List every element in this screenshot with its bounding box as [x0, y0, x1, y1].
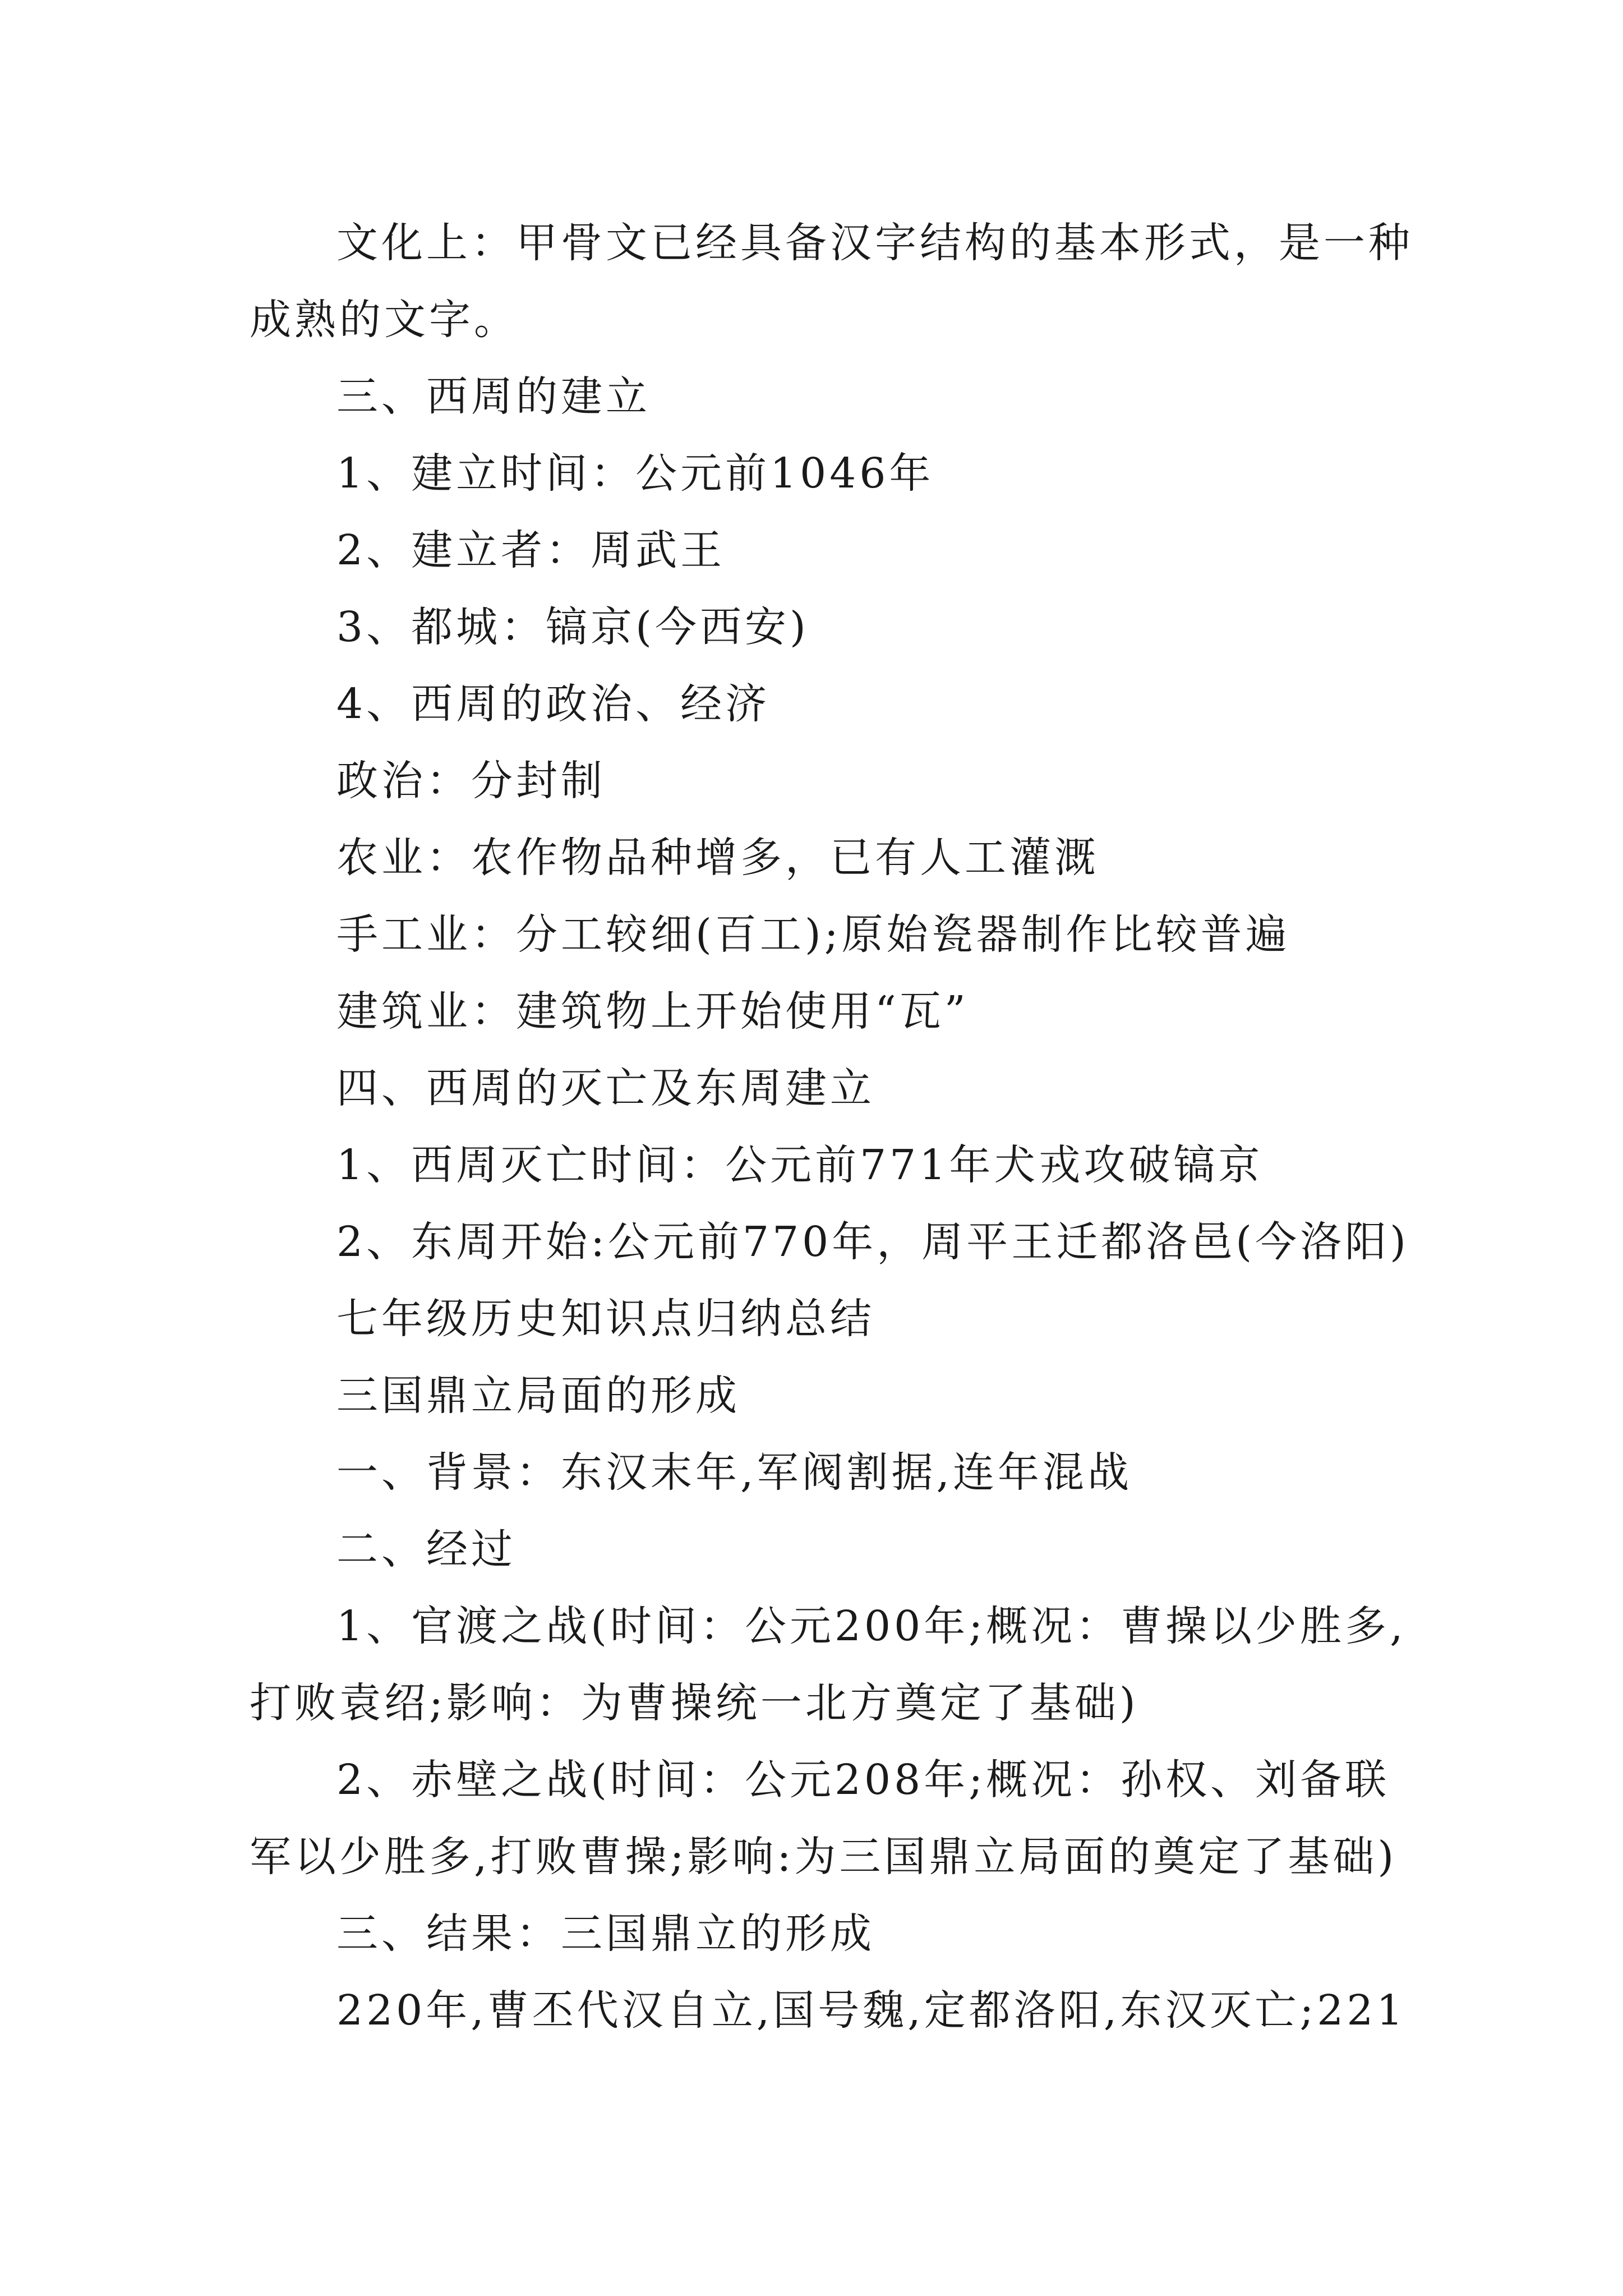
paragraph-line: 军以少胜多,打败曹操;影响:为三国鼎立局面的奠定了基础)	[250, 1833, 1398, 1881]
paragraph-line: 220年,曹丕代汉自立,国号魏,定都洛阳,东汉灭亡;221	[336, 1986, 1407, 2035]
list-item: 2、赤壁之战(时间：公元208年;概况：孙权、刘备联	[336, 1756, 1390, 1804]
list-item: 2、东周开始:公元前770年，周平王迁都洛邑(今洛阳)	[336, 1218, 1409, 1266]
section-heading: 四、西周的灭亡及东周建立	[336, 1064, 875, 1112]
paragraph-line: 打败袁绍;影响：为曹操统一北方奠定了基础)	[250, 1679, 1139, 1727]
list-item: 3、都城：镐京(今西安)	[336, 603, 809, 651]
document-heading: 七年级历史知识点归纳总结	[336, 1295, 875, 1343]
list-item: 4、西周的政治、经济	[336, 680, 771, 728]
list-item: 1、建立时间：公元前1046年	[336, 449, 934, 498]
list-item: 1、官渡之战(时间：公元200年;概况：曹操以少胜多,	[336, 1602, 1407, 1650]
list-item: 2、建立者：周武王	[336, 526, 726, 574]
paragraph-line: 农业：农作物品种增多，已有人工灌溉	[336, 834, 1099, 882]
list-item: 一、背景：东汉末年,军阀割据,连年混战	[336, 1448, 1133, 1497]
paragraph-line: 建筑业：建筑物上开始使用“瓦”	[336, 987, 969, 1036]
section-heading: 三国鼎立局面的形成	[336, 1372, 740, 1420]
paragraph-line: 成熟的文字。	[250, 296, 519, 344]
section-heading: 二、经过	[336, 1525, 516, 1573]
paragraph-line: 手工业：分工较细(百工);原始瓷器制作比较普遍	[336, 910, 1290, 959]
paragraph-line: 政治：分封制	[336, 757, 606, 805]
paragraph-line: 文化上：甲骨文已经具备汉字结构的基本形式，是一种	[336, 219, 1413, 267]
document-body	[250, 205, 1413, 2049]
list-item: 1、西周灭亡时间：公元前771年犬戎攻破镐京	[336, 1141, 1264, 1189]
section-heading: 三、结果：三国鼎立的形成	[336, 1910, 875, 1958]
section-heading: 三、西周的建立	[336, 372, 651, 421]
